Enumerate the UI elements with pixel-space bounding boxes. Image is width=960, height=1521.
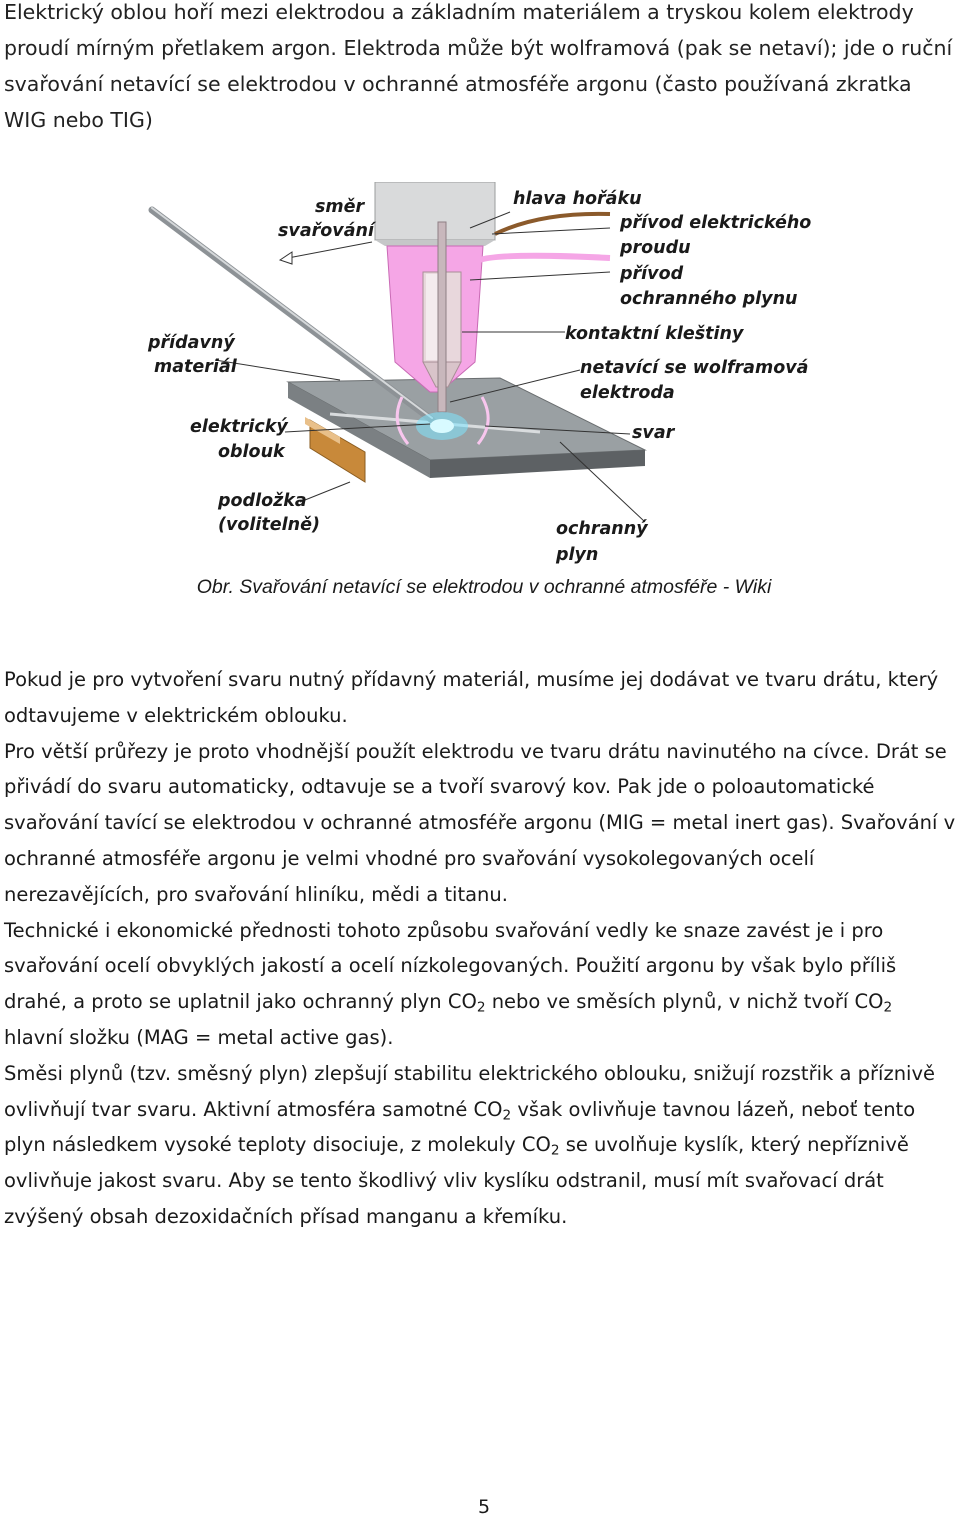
paragraph-1: Pokud je pro vytvoření svaru nutný přídavný materiál, musíme jej dodávat ve tvaru drátu, který odtavujeme v elektrickém oblouku.: [4, 668, 939, 727]
label-oblouk: oblouk: [218, 442, 285, 462]
label-privod-plynu-1: přívod: [620, 264, 684, 284]
label-ochranny: ochranný: [556, 519, 648, 539]
body-text: [4, 662, 956, 1235]
paragraph-4: Směsi plynů (tzv. směsný plyn) zlepšují stabilitu elektrického oblouku, snižují rozstřik a příznivě ovlivňují tvar svaru. Aktivní atmosféra samotné $CO_2$ však ovlivňuje tavnou lázeň, neboť tento plyn následkem vysoké teploty disociuje, z molekuly $CO_2$ se uvolňuje kyslík, který nepříznivě ovlivňuje jakost svaru. Aby se tento škodlivý vliv kyslíku odstranil, musí mít svařovací drát zvýšený obsah dezoxidačních přísad manganu a křemíku.: [4, 1061, 936, 1228]
page-number: 5: [477, 1496, 491, 1518]
label-privod-proudu-2: proudu: [620, 238, 691, 258]
tungsten-electrode: [438, 222, 446, 412]
figure-caption: Obr. Svařování netavící se elektrodou v ochranné atmosféře - Wiki: [196, 576, 772, 598]
label-material: materiál: [154, 357, 237, 377]
tig-welding-figure: [140, 182, 820, 572]
label-elektroda-1: netavící se wolframová: [580, 358, 809, 378]
label-plyn: plyn: [556, 545, 599, 565]
label-hlava-horaku: hlava hořáku: [513, 189, 642, 209]
label-smer: směr: [315, 197, 365, 217]
label-svarovani: svařování: [278, 221, 374, 241]
label-elektricky: elektrický: [190, 417, 288, 437]
arc-core: [430, 419, 454, 433]
label-volitelne: (volitelně): [218, 515, 320, 535]
paragraph-3: Technické i ekonomické přednosti tohoto způsobu svařování vedly ke snaze zavést je i pro svařování ocelí obvyklých jakostí a ocelí nízkolegovaných. Použití argonu by však bylo příliš drahé, a proto se uplatnil jako ochranný plyn $CO_2$ nebo ve směsích plynů, v nichž tvoří $CO_2$ hlavní složku (MAG = metal active gas).: [4, 918, 897, 1049]
label-podlozka: podložka: [218, 491, 307, 511]
label-privod-proudu-1: přívod elektrického: [620, 213, 812, 233]
tig-welding-diagram: [140, 182, 820, 572]
label-kontaktni-klestiny: kontaktní kleštiny: [565, 324, 744, 344]
intro-paragraph: Elektrický oblou hoří mezi elektrodou a základním materiálem a tryskou kolem elektrody proudí mírným přetlakem argon. Elektroda může být wolframová (pak se netaví); jde o ruční svařování netavící se elektrodou v ochranné atmosféře argonu (často používaná zkratka WIG nebo TIG): [4, 0, 953, 132]
torch-head: [375, 182, 495, 240]
label-elektroda-2: elektroda: [580, 383, 675, 403]
label-pridavny: přídavný: [148, 333, 235, 353]
label-svar: svar: [632, 423, 675, 443]
label-privod-plynu-2: ochranného plynu: [620, 289, 798, 309]
gas-hose: [470, 256, 610, 282]
paragraph-2: Pro větší průřezy je proto vhodnější použít elektrodu ve tvaru drátu navinutého na cívce. Drát se přivádí do svaru automaticky, odtavuje se a tvoří svarový kov. Pak jde o poloautomatické svařování tavící se elektrodou v ochranné atmosféře argonu (MIG = metal inert gas). Svařování v ochranné atmosféře argonu je velmi vhodné pro svařování vysokolegovaných ocelí nerezavějících, pro svařování hliníku, mědi a titanu.: [4, 739, 956, 906]
